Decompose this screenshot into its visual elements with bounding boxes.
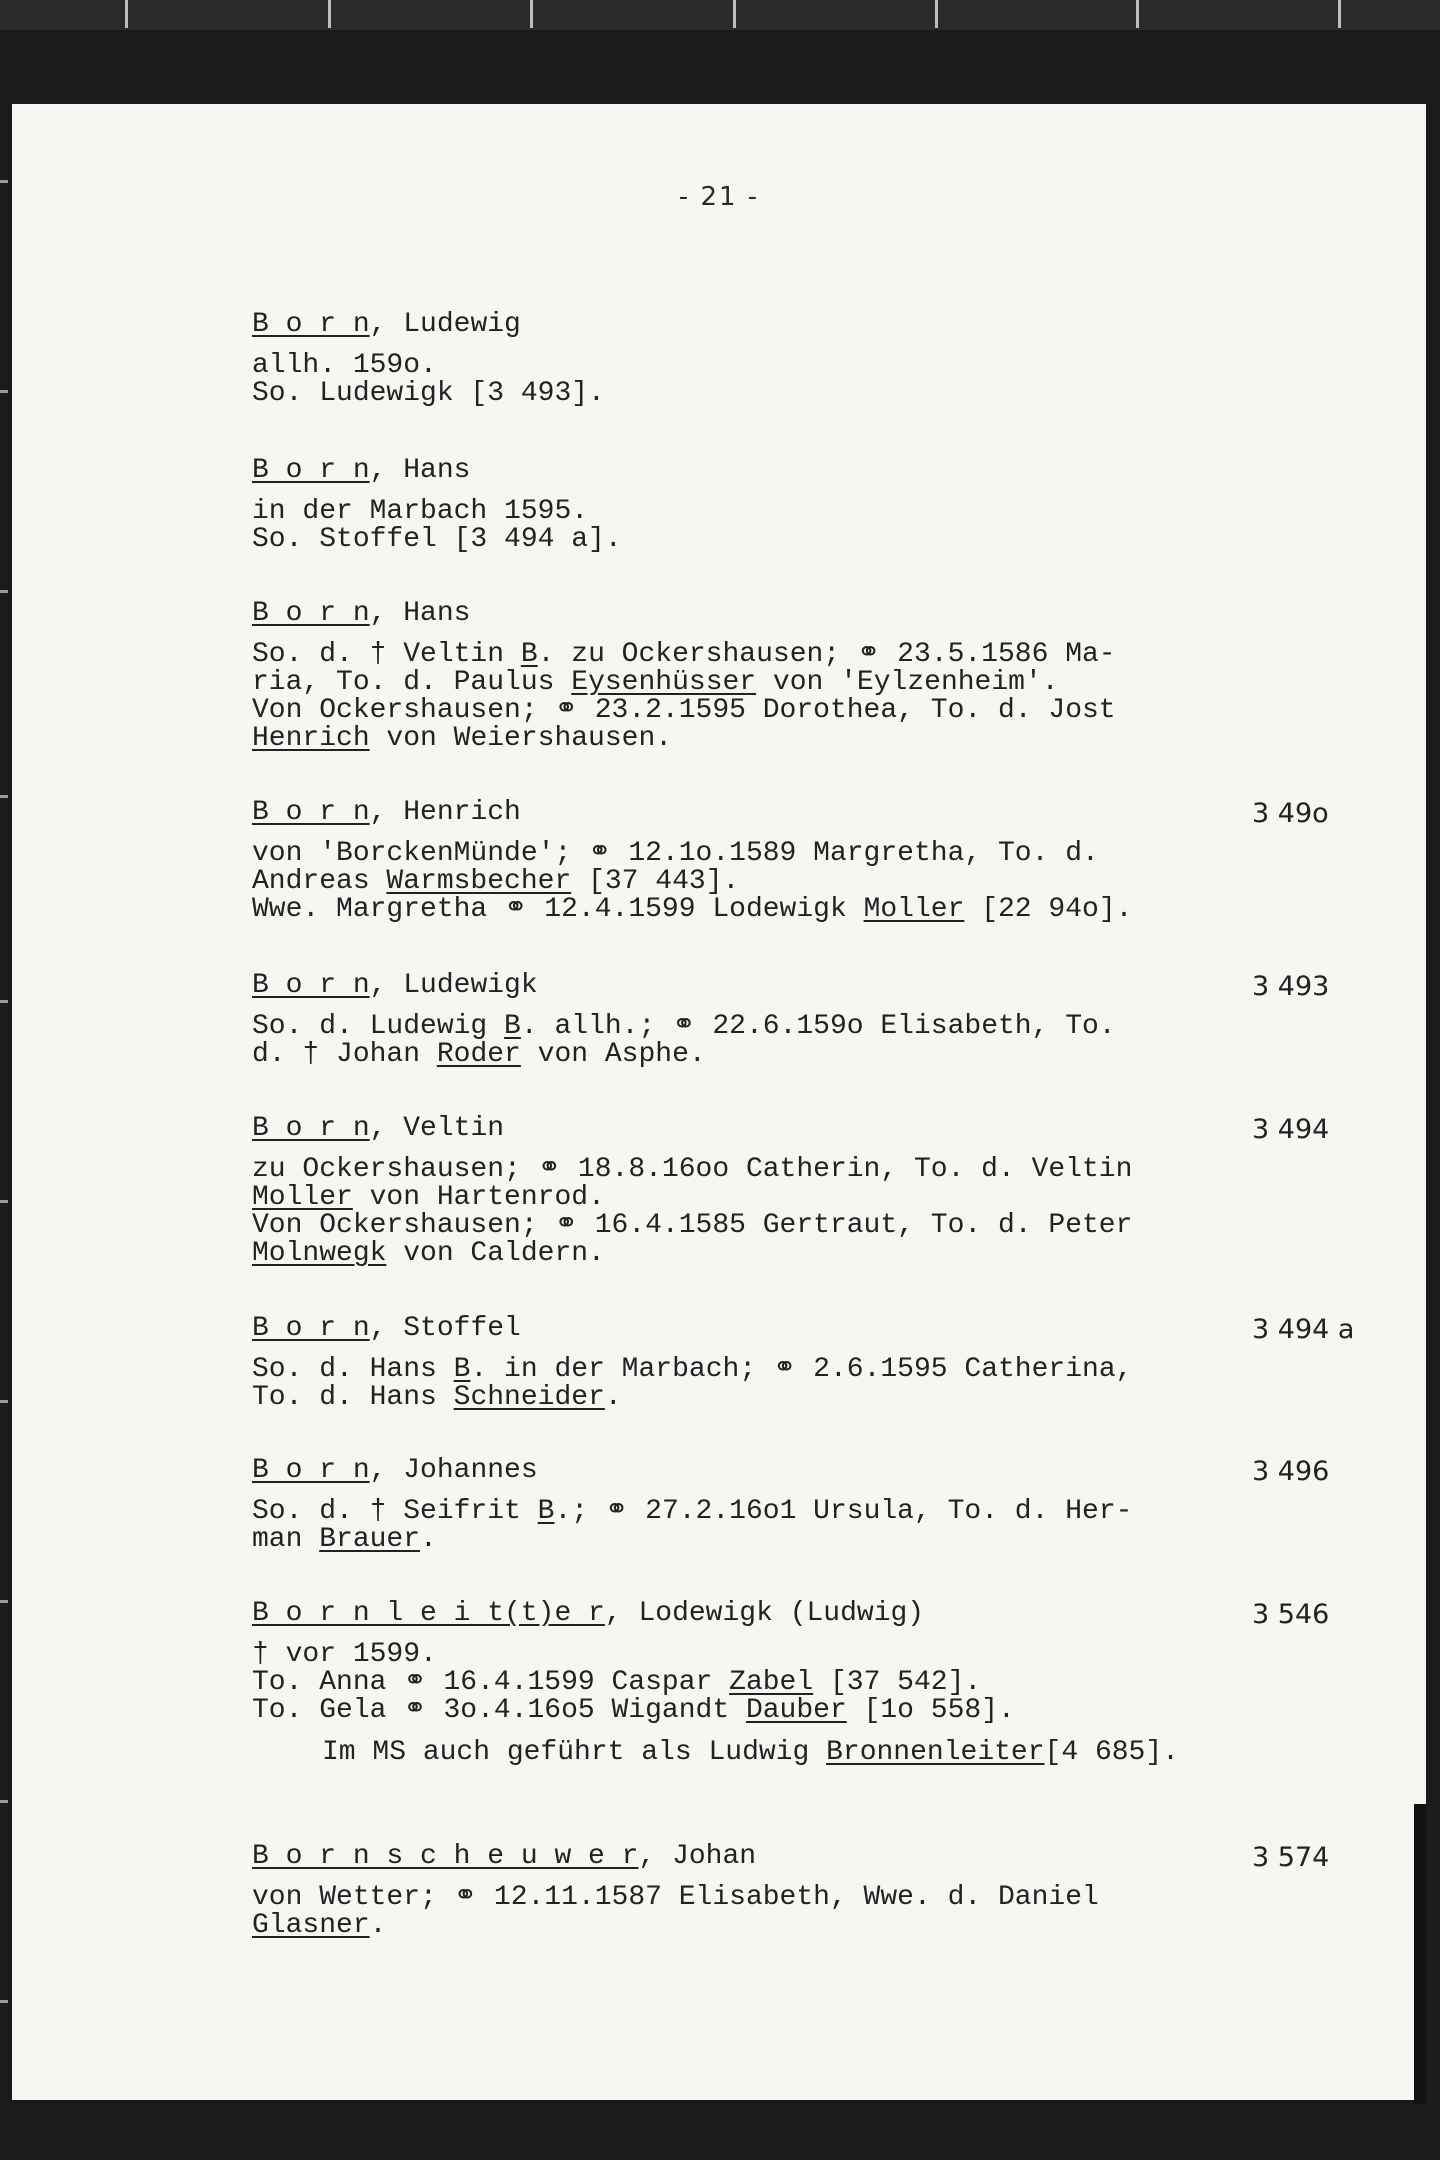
- entry-note: [322, 1739, 1179, 1767]
- text-run: ria, To. d. Paulus: [252, 667, 572, 698]
- entry-text-line: [252, 1669, 1015, 1697]
- text-run: .: [369, 1910, 387, 1941]
- text-run: von Asphe.: [520, 1039, 706, 1070]
- surname: B o r n: [252, 1455, 370, 1486]
- text-run: So. d. † Veltin: [252, 639, 521, 670]
- entry-text-line: [252, 868, 1132, 896]
- entry-heading: [252, 1114, 504, 1144]
- entry-text-line: [252, 1498, 1132, 1526]
- surname: B o r n: [252, 797, 370, 828]
- page-edge-shadow: [1414, 1804, 1426, 2104]
- entry-reference-number: 3 496: [1252, 1456, 1330, 1487]
- text-run: . allh.; ⚭ 22.6.159o Elisabeth, To.: [520, 1011, 1116, 1042]
- surname: B o r n: [252, 970, 370, 1001]
- text-run: d. † Johan: [252, 1039, 437, 1070]
- entry-text-line: [252, 669, 1116, 697]
- entry-body: [252, 1013, 1116, 1069]
- underlined-name: B: [520, 639, 538, 670]
- given-name: , Johannes: [369, 1455, 538, 1486]
- film-strip-top: [0, 0, 1440, 30]
- entry-heading: [252, 971, 538, 1001]
- entry-text-line: [252, 697, 1116, 725]
- text-run: So. d. † Seifrit: [252, 1496, 538, 1527]
- entry-body: [252, 641, 1116, 753]
- entry-text-line: [252, 896, 1132, 924]
- given-name: , Johan: [638, 1841, 757, 1872]
- text-run: von Wetter; ⚭ 12.11.1587 Elisabeth, Wwe. d. Daniel: [252, 1882, 1099, 1913]
- text-run: von Weiershausen.: [369, 723, 673, 754]
- text-run: So. Stoffel [3 494 a].: [252, 524, 622, 555]
- entry-body: [252, 1356, 1132, 1412]
- entry-text-line: [252, 1156, 1132, 1184]
- underlined-name: B: [504, 1011, 521, 1042]
- text-run: [22 94o].: [964, 894, 1133, 925]
- underlined-name: B: [537, 1496, 555, 1527]
- entry-text-line: [252, 380, 605, 408]
- margin-tick: [0, 1800, 8, 1803]
- text-run: [4 685].: [1044, 1737, 1179, 1768]
- entry-text-line: [252, 1384, 1132, 1412]
- given-name: , Hans: [369, 598, 471, 629]
- entry-reference-number: 3 546: [1252, 1599, 1330, 1630]
- text-run: .: [420, 1524, 437, 1555]
- margin-tick: [0, 1200, 8, 1203]
- entry-text-line: [252, 1697, 1015, 1725]
- strip-tick: [530, 0, 533, 28]
- given-name: , Stoffel: [369, 1313, 521, 1344]
- underlined-name: Schneider: [453, 1382, 605, 1413]
- underlined-name: Glasner: [252, 1910, 370, 1941]
- entry-body: [252, 1641, 1015, 1725]
- entry-text-line: [252, 526, 622, 554]
- strip-tick: [1136, 0, 1139, 28]
- surname: B o r n l e i t(t)e r: [252, 1598, 605, 1629]
- text-run: Von Ockershausen; ⚭ 16.4.1585 Gertraut, To. d. Peter: [252, 1210, 1133, 1241]
- text-run: zu Ockershausen; ⚭ 18.8.16oo Catherin, To. d. Veltin: [252, 1154, 1133, 1185]
- entry-text-line: [1045, 1737, 1179, 1768]
- text-run: To. Anna ⚭ 16.4.1599 Caspar: [252, 1667, 730, 1698]
- entry-reference-number: 3 574: [1252, 1842, 1330, 1873]
- text-run: [37 443].: [571, 866, 740, 897]
- strip-tick: [328, 0, 331, 28]
- entry-reference-number: 3 494 a: [1252, 1314, 1355, 1345]
- surname: B o r n s c h e u w e r: [252, 1841, 639, 1872]
- margin-tick: [0, 590, 8, 593]
- entry-heading: [252, 1314, 521, 1344]
- strip-tick: [125, 0, 128, 28]
- margin-tick: [0, 1000, 8, 1003]
- underlined-name: Dauber: [745, 1695, 847, 1726]
- entry-text-line: [252, 725, 1116, 753]
- text-run: allh. 159o.: [252, 350, 437, 381]
- entry-text-line: [252, 1884, 1099, 1912]
- text-run: [37 542].: [813, 1667, 982, 1698]
- entry-text-line: [252, 1356, 1132, 1384]
- text-run: von Hartenrod.: [352, 1182, 605, 1213]
- text-run: So. d. Hans: [252, 1354, 454, 1385]
- entry-text-line: [252, 1641, 1015, 1669]
- underlined-name: Moller: [252, 1182, 353, 1213]
- entry-text-line: [252, 1526, 1132, 1554]
- entry-text-line: [252, 1041, 1116, 1069]
- margin-tick: [0, 2000, 8, 2003]
- surname: B o r n: [252, 598, 370, 629]
- underlined-name: Eysenhüsser: [571, 667, 757, 698]
- text-run: Wwe. Margretha ⚭ 12.4.1599 Lodewigk: [252, 894, 864, 925]
- entry-body: [252, 840, 1132, 924]
- entry-text-line: [252, 498, 622, 526]
- document-page: [12, 104, 1426, 2100]
- entry-text-line: [322, 1737, 1045, 1768]
- entry-heading: [252, 599, 470, 629]
- entry-heading: [252, 798, 521, 828]
- entry-reference-number: 3 493: [1252, 971, 1330, 1002]
- given-name: , Ludewig: [369, 309, 521, 340]
- text-run: So. d. Ludewig: [252, 1011, 505, 1042]
- entry-heading: [252, 310, 521, 340]
- text-run: . zu Ockershausen; ⚭ 23.5.1586 Ma-: [537, 639, 1116, 670]
- entry-heading: [252, 456, 470, 486]
- text-run: in der Marbach 1595.: [252, 496, 589, 527]
- given-name: , Lodewigk (Ludwig): [604, 1598, 925, 1629]
- margin-tick: [0, 795, 8, 798]
- entry-text-line: [252, 1212, 1132, 1240]
- text-run: † vor 1599.: [252, 1639, 437, 1670]
- entry-body: [252, 1884, 1099, 1940]
- entry-text-line: [252, 1240, 1132, 1268]
- text-run: To. Gela ⚭ 3o.4.16o5 Wigandt: [252, 1695, 746, 1726]
- text-run: [1o 558].: [846, 1695, 1015, 1726]
- underlined-name: B: [453, 1354, 471, 1385]
- entry-text-line: [252, 1184, 1132, 1212]
- margin-tick: [0, 180, 8, 183]
- surname: B o r n: [252, 1313, 370, 1344]
- entry-heading: [252, 1456, 538, 1486]
- page-number: - 21 -: [678, 182, 760, 212]
- strip-tick: [1338, 0, 1341, 28]
- given-name: , Hans: [369, 455, 471, 486]
- text-run: . in der Marbach; ⚭ 2.6.1595 Catherina,: [470, 1354, 1133, 1385]
- text-run: von Caldern.: [386, 1238, 605, 1269]
- entry-heading: [252, 1599, 924, 1629]
- underlined-name: Moller: [863, 894, 965, 925]
- surname: B o r n: [252, 309, 370, 340]
- underlined-name: Molnwegk: [252, 1238, 387, 1269]
- entry-body: [252, 498, 622, 554]
- entry-body: [252, 352, 605, 408]
- underlined-name: Bronnenleiter: [826, 1737, 1045, 1768]
- entry-text-line: [252, 641, 1116, 669]
- underlined-name: Zabel: [729, 1667, 814, 1698]
- text-run: Im MS auch geführt als Ludwig: [322, 1737, 827, 1768]
- surname: B o r n: [252, 455, 370, 486]
- underlined-name: Henrich: [252, 723, 370, 754]
- text-run: To. d. Hans: [252, 1382, 454, 1413]
- underlined-name: Roder: [436, 1039, 521, 1070]
- text-run: man: [252, 1524, 320, 1555]
- underlined-name: Brauer: [319, 1524, 421, 1555]
- underlined-name: Warmsbecher: [386, 866, 572, 897]
- text-run: So. Ludewigk [3 493].: [252, 378, 605, 409]
- entry-text-line: [252, 1013, 1116, 1041]
- surname: B o r n: [252, 1113, 370, 1144]
- text-run: von 'Eylzenheim'.: [756, 667, 1059, 698]
- strip-tick: [935, 0, 938, 28]
- entry-text-line: [252, 840, 1132, 868]
- margin-tick: [0, 1400, 8, 1403]
- margin-tick: [0, 1600, 8, 1603]
- entry-reference-number: 3 494: [1252, 1114, 1330, 1145]
- entry-heading: [252, 1842, 756, 1872]
- margin-tick: [0, 390, 8, 393]
- given-name: , Ludewigk: [369, 970, 538, 1001]
- text-run: Andreas: [252, 866, 387, 897]
- entry-text-line: [252, 1912, 1099, 1940]
- text-run: von 'BorckenMünde'; ⚭ 12.1o.1589 Margretha, To. d.: [252, 838, 1099, 869]
- entry-body: [252, 1498, 1132, 1554]
- given-name: , Henrich: [369, 797, 521, 828]
- text-run: Von Ockershausen; ⚭ 23.2.1595 Dorothea, To. d. Jost: [252, 695, 1116, 726]
- entry-body: [252, 1156, 1132, 1268]
- entry-reference-number: 3 49o: [1252, 798, 1329, 829]
- given-name: , Veltin: [369, 1113, 505, 1144]
- entry-text-line: [252, 352, 605, 380]
- text-run: .; ⚭ 27.2.16o1 Ursula, To. d. Her-: [554, 1496, 1133, 1527]
- text-run: .: [604, 1382, 622, 1413]
- strip-tick: [733, 0, 736, 28]
